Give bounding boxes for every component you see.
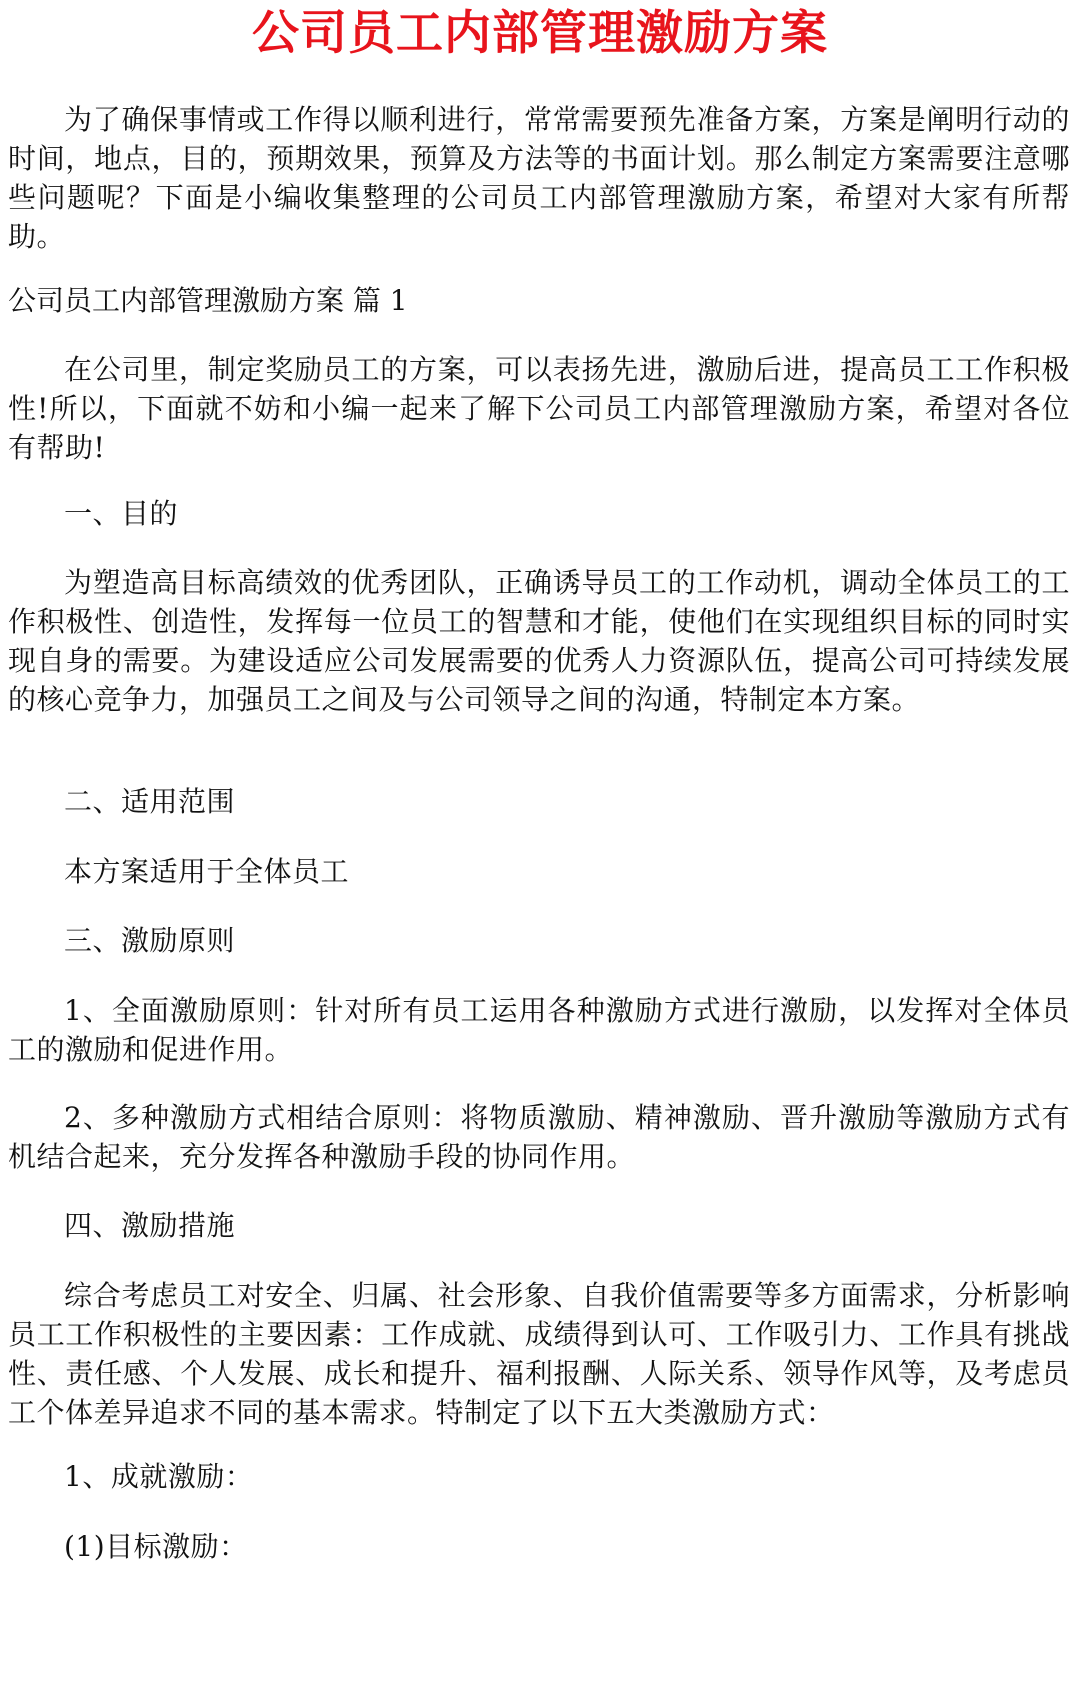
intro-paragraph: 为了确保事情或工作得以顺利进行，常常需要预先准备方案，方案是阐明行动的时间，地点，目的，预期效果，预算及方法等的书面计划。那么制定方案需要注意哪些问题呢？下面是小编收集整理的公司员工内部管理激励方案，希望对大家有所帮助。 (8, 103, 1070, 253)
item-goal-incentive: (1)目标激励： (64, 1530, 248, 1563)
heading-principles: 三、激励原则 (64, 924, 236, 957)
heading-measures: 四、激励措施 (64, 1209, 236, 1242)
heading-scope: 二、适用范围 (64, 785, 236, 818)
scope-paragraph: 本方案适用于全体员工 (64, 855, 350, 888)
measures-paragraph: 综合考虑员工对安全、归属、社会形象、自我价值需要等多方面需求，分析影响员工工作积极性的主要因素：工作成就、成绩得到认可、工作吸引力、工作具有挑战性、责任感、个人发展、成长和提升、福利报酬、人际关系、领导作风等，及考虑员工个体差异追求不同的基本需求。特制定了以下五大类激励方式： (8, 1279, 1070, 1429)
principle-2-paragraph: 2、多种激励方式相结合原则：将物质激励、精神激励、晋升激励等激励方式有机结合起来，充分发挥各种激励手段的协同作用。 (8, 1101, 1070, 1173)
heading-purpose: 一、目的 (64, 497, 179, 530)
item-achievement-incentive: 1、成就激励： (64, 1460, 254, 1493)
section-intro-paragraph: 在公司里，制定奖励员工的方案，可以表扬先进，激励后进，提高员工工作积极性!所以，下面就不妨和小编一起来了解下公司员工内部管理激励方案，希望对各位有帮助! (8, 353, 1070, 464)
purpose-paragraph: 为塑造高目标高绩效的优秀团队，正确诱导员工的工作动机，调动全体员工的工作积极性、创造性，发挥每一位员工的智慧和才能，使他们在实现组织目标的同时实现自身的需要。为建设适应公司发展需要的优秀人力资源队伍，提高公司可持续发展的核心竞争力，加强员工之间及与公司领导之间的沟通，特制定本方案。 (8, 566, 1070, 716)
document-title: 公司员工内部管理激励方案 (252, 6, 828, 61)
section-heading: 公司员工内部管理激励方案 篇 1 (8, 284, 408, 317)
principle-1-paragraph: 1、全面激励原则：针对所有员工运用各种激励方式进行激励，以发挥对全体员工的激励和促进作用。 (8, 994, 1070, 1066)
